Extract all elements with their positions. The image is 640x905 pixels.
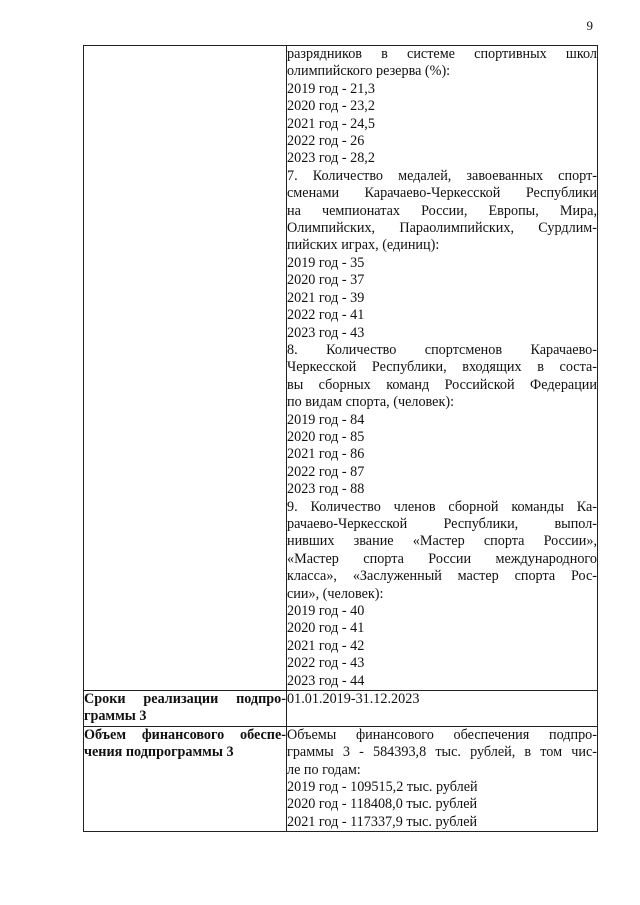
text-line: 2021 год - 24,5 — [287, 115, 375, 132]
indicators-row — [84, 46, 598, 691]
text-line: 2019 год - 84 — [287, 411, 365, 428]
text-line: 2021 год - 86 — [287, 446, 365, 463]
text-line: 9. Количество членов сборной команды Ка- — [287, 498, 597, 515]
text-line: 2020 год - 85 — [287, 428, 365, 445]
text-line: Черкесской Республики, входящих в соста- — [287, 359, 597, 376]
text-line: 2021 год - 117337,9 тыс. рублей — [287, 813, 478, 830]
text-line: ле по годам: — [287, 761, 361, 778]
text-line: нивших звание «Мастер спорта России», — [287, 533, 597, 550]
text-line: по видам спорта, (человек): — [287, 394, 455, 411]
text-line: 2019 год - 40 — [287, 603, 365, 619]
text-line: 2020 год - 41 — [287, 620, 365, 637]
page-number: 9 — [586, 18, 593, 33]
terms-label-cell — [84, 691, 287, 727]
text-line: «Мастер спорта России международного — [287, 550, 597, 567]
text-line: 2022 год - 87 — [287, 463, 365, 480]
text-line: 2019 год - 35 — [287, 254, 365, 271]
text-line: 2023 год - 44 — [287, 672, 365, 689]
text-line: Олимпийских, Параолимпийских, Сурдлим- — [287, 220, 597, 237]
text-line: разрядников в системе спортивных школ — [287, 46, 597, 62]
text-line: 2022 год - 41 — [287, 307, 365, 324]
text-line: сии», (человек): — [287, 585, 384, 602]
text-line: 8. Количество спортсменов Карачаево- — [287, 341, 597, 358]
indicators-value-cell — [287, 46, 598, 691]
indicators-label-cell — [84, 46, 287, 691]
text-line: 2023 год - 88 — [287, 481, 365, 498]
text-line: 2019 год - 21,3 — [287, 80, 375, 97]
text-line: вы сборных команд Российской Федерации — [287, 376, 597, 393]
text-line: граммы 3 — [84, 708, 147, 725]
text-line: пийских играх, (единиц): — [287, 237, 440, 254]
text-line: на чемпионатах России, Европы, Мира, — [287, 202, 597, 219]
text-line: 2021 год - 42 — [287, 637, 365, 654]
text-line: Объем финансового обеспе- — [84, 726, 286, 743]
text-line: класса», «Заслуженный мастер спорта Рос- — [287, 568, 597, 585]
text-line: 2023 год - 43 — [287, 324, 365, 341]
terms-row — [84, 691, 598, 727]
text-line: рачаево-Черкесской Республики, выпол- — [287, 515, 597, 532]
text-line: 2019 год - 109515,2 тыс. рублей — [287, 779, 478, 796]
text-line: 2023 год - 28,2 — [287, 150, 375, 167]
text-line: 2022 год - 26 — [287, 133, 365, 150]
text-line: 01.01.2019-31.12.2023 — [287, 691, 420, 708]
finance-row — [84, 726, 598, 831]
text-line: 2022 год - 43 — [287, 655, 365, 672]
text-line: Объемы финансового обеспечения подпро- — [287, 726, 597, 743]
terms-value-cell — [287, 691, 598, 727]
text-line: чения подпрограммы 3 — [84, 744, 234, 761]
text-line: 2020 год - 118408,0 тыс. рублей — [287, 796, 478, 813]
text-line: граммы 3 - 584393,8 тыс. рублей, в том чис- — [287, 744, 597, 761]
text-line: 2020 год - 23,2 — [287, 98, 375, 115]
text-line: 2021 год - 39 — [287, 289, 365, 306]
text-line: сменами Карачаево-Черкесской Республики — [287, 185, 597, 202]
passport-table — [83, 45, 598, 832]
text-line: 2020 год - 37 — [287, 272, 365, 289]
text-line: олимпийского резерва (%): — [287, 63, 451, 80]
text-line: 7. Количество медалей, завоеванных спорт- — [287, 167, 597, 184]
finance-value-cell — [287, 726, 598, 831]
finance-label-cell — [84, 726, 287, 831]
text-line: Сроки реализации подпро- — [84, 691, 286, 708]
